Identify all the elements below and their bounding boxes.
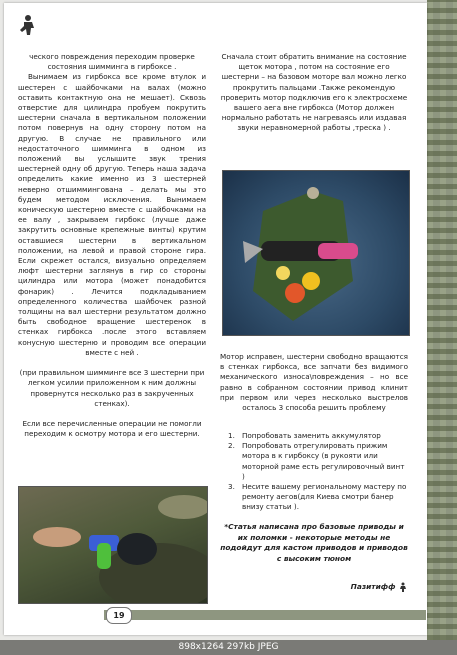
page-number: 19 (106, 607, 132, 624)
footnote: *Статья написана про базовые приводы и их поломки - некоторые методы не подойдут для кастом приводов и приводов с высоким тюном (220, 522, 408, 563)
list-text: Несите вашему региональному мастеру по ремонту аегов(для Киева смотри банер внизу статьи ). (242, 482, 407, 512)
paragraph: Вынимаем из гирбокса все кроме втулок и шестерен с шайбочками на валах (можно оставить контактную она не мешает). Сквозь отверстие для цилиндра пробуем покрутить шестерни сначала в вертикальном положении потом повернув на одну сторону потом на другую. В случае не правильного или недостаточного шимминга в одном из положений вы услышите звук трения шестерней одну об другую. Теперь наша задача определить какие именно из 3 шестерней неверно отшиммингована – делать мы это будем методом исключения. Вынимаем коническую шестерню вместе с шайбочками на ее валу , закрываем гирбокс (лучше даже закрутить основные крепежные винты) крутим оставшиеся шестерни в вертикальном положении, на левой и правой стороне гира. Если скрежет остался, визуально определяем люфт шестерни заглянув в гир со стороны цилиндра или мотора (может понадобится фонарик) . Лечится подкладыванием определенного количества шайбочек разной толщины на вал шестерни результатом должно быть свободное вращение шестеренок в стенках гирбокса .после этого вставляем конусную шестерню и проводим все операции вместе с ней . (18, 72, 206, 357)
image-viewer-status-bar: 898x1264 297kb JPEG (0, 640, 457, 655)
page-footer-bar (104, 610, 426, 620)
photo-hands-with-gearbox (18, 486, 208, 604)
left-text-column (18, 52, 206, 439)
list-item (228, 441, 408, 482)
photo-gearbox-motor (222, 170, 410, 336)
author-signature (300, 582, 408, 592)
camo-side-strip (427, 0, 457, 640)
list-text: Попробовать отрегулировать прижим мотора в к гирбоксу (в рукояти или моторной раме есть регулировочный винт ) (242, 441, 405, 481)
list-text: Попробовать заменить аккумулятор (242, 431, 381, 440)
right-text-column (220, 52, 408, 134)
solution-list (228, 431, 408, 513)
paragraph: Сначала стоит обратить внимание на состояние щеток мотора , потом на состояние его шестерни – на базовом моторе вал можно легко прокрутить пальцами .Также рекомендую проверить мотор подключив его к электросхеме вашего аега вне гирбокса (Мотор должен нормально работать не нагреваясь или издавая звуки неравномерной работы ,треска ) . (220, 52, 408, 133)
paragraph: ческого повреждения переходим проверке состояния шимминга в гирбоксе . (29, 52, 195, 72)
paragraph: Если все перечисленные операции не помогли переходим к осмотру мотора и его шестерни. (22, 418, 202, 439)
paragraph: Мотор исправен, шестерни свободно вращаются в стенках гирбокса, все запчати без видимого механического износа\повреждения – но все равно в собранном состоянии привод клинит при первом или через несколько выстрелов осталось 3 способа решить проблему (220, 352, 408, 413)
author-name: Пазитифф (350, 582, 396, 591)
list-number: 3. (228, 482, 235, 492)
list-number: 2. (228, 441, 235, 451)
soldier-mini-icon (398, 582, 408, 592)
photo-gearbox-illustration (223, 171, 409, 335)
soldier-logo-icon (14, 14, 42, 36)
list-item (228, 431, 408, 441)
list-item (228, 482, 408, 513)
list-number: 1. (228, 431, 235, 440)
paragraph: (при правильном шимминге все 3 шестерни при легком усилии приложенном к ним должны провернутся несколько раз в закрученных стенках). (19, 368, 205, 408)
photo-hands-illustration (19, 487, 207, 603)
right-text-column-lower (220, 352, 408, 413)
